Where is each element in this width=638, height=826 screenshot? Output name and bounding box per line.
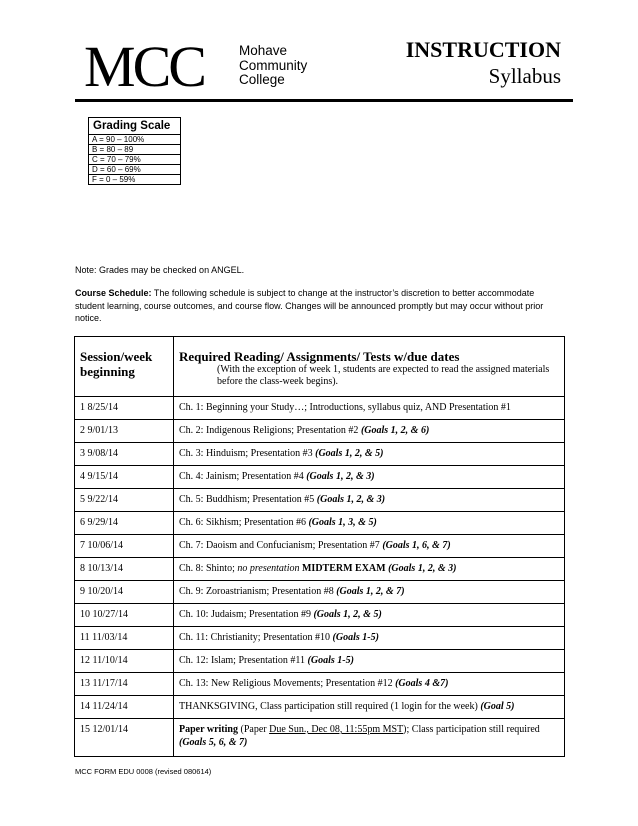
- required-header-note: (With the exception of week 1, students are expected to read the assigned materials before the class-week begins).: [217, 364, 550, 387]
- assignment-cell: [174, 535, 565, 558]
- assignment-text: Ch. 8: Shinto;: [179, 563, 238, 574]
- assignment-text: Ch. 13: New Religious Movements; Presentation #12: [179, 678, 396, 689]
- goals-text: (Goals 1, 6, & 7): [382, 540, 451, 551]
- table-row: [75, 650, 565, 673]
- assignment-cell: [174, 443, 565, 466]
- table-row: [75, 627, 565, 650]
- session-cell: 7 10/06/14: [75, 535, 174, 558]
- session-cell: 2 9/01/13: [75, 420, 174, 443]
- grade-row: D = 60 – 69%: [89, 165, 181, 175]
- assignment-text: Ch. 1: Beginning your Study…; Introductions, syllabus quiz, AND Presentation #1: [179, 402, 511, 413]
- assignment-cell: [174, 581, 565, 604]
- required-header-cell: [174, 337, 565, 397]
- assignment-text: Ch. 12: Islam; Presentation #11: [179, 655, 308, 666]
- table-row: [75, 719, 565, 757]
- page-subtitle: Syllabus: [488, 64, 561, 88]
- assignment-cell: [174, 650, 565, 673]
- assignment-text: (Paper: [237, 724, 270, 735]
- grading-scale-title: Grading Scale: [89, 118, 181, 135]
- goals-text: (Goals 1-5): [332, 632, 379, 643]
- assignment-text: Ch. 2: Indigenous Religions; Presentation #2: [179, 425, 361, 436]
- assignment-cell: [174, 604, 565, 627]
- assignment-text: Ch. 5: Buddhism; Presentation #5: [179, 494, 317, 505]
- session-header: Session/week beginning: [80, 349, 153, 379]
- assignment-cell: [174, 420, 565, 443]
- assignment-cell: [174, 696, 565, 719]
- assignment-cell: [174, 627, 565, 650]
- table-row: [75, 604, 565, 627]
- course-schedule-label: Course Schedule:: [75, 288, 152, 298]
- grade-row: B = 80 – 89: [89, 145, 181, 155]
- assignment-text: Ch. 10: Judaism; Presentation #9: [179, 609, 314, 620]
- course-schedule-text: The following schedule is subject to change at the instructor’s discretion to better accommodate student learning, course outcomes, and course flow. Changes will be announced promptly but may occur without prior notice.: [75, 288, 544, 323]
- session-header-cell: [75, 337, 174, 397]
- table-row: [75, 673, 565, 696]
- goals-text: (Goals 1, 2, & 5): [315, 448, 384, 459]
- grade-row: F = 0 – 59%: [89, 175, 181, 185]
- assignment-text: Ch. 11: Christianity; Presentation #10: [179, 632, 333, 643]
- grade-row: C = 70 – 79%: [89, 155, 181, 165]
- no-presentation-text: no presentation: [237, 563, 300, 574]
- assignment-cell: [174, 512, 565, 535]
- required-header: Required Reading/ Assignments/ Tests w/due dates: [179, 349, 460, 364]
- session-cell: 15 12/01/14: [75, 719, 174, 757]
- paper-writing-text: Paper writing: [179, 724, 238, 735]
- assignment-cell: [174, 558, 565, 581]
- session-cell: 14 11/24/14: [75, 696, 174, 719]
- table-row: [75, 512, 565, 535]
- assignment-text: Ch. 4: Jainism; Presentation #4: [179, 471, 307, 482]
- assignment-text: ); Class participation still required: [403, 724, 540, 735]
- table-row: [75, 443, 565, 466]
- logo-word: College: [239, 72, 285, 87]
- session-cell: 10 10/27/14: [75, 604, 174, 627]
- goals-text: (Goal 5): [480, 701, 515, 712]
- grading-scale-table: [88, 117, 181, 185]
- logo-word: Community: [239, 57, 308, 73]
- schedule-table: [74, 336, 565, 757]
- header-divider: [75, 99, 573, 102]
- course-schedule-paragraph: [75, 287, 565, 325]
- table-row: [75, 420, 565, 443]
- assignment-text: Ch. 3: Hinduism; Presentation #3: [179, 448, 316, 459]
- goals-text: (Goals 1, 2, & 7): [336, 586, 405, 597]
- table-row: [75, 535, 565, 558]
- goals-text: (Goals 5, 6, & 7): [179, 737, 248, 748]
- session-cell: 4 9/15/14: [75, 466, 174, 489]
- session-cell: 13 11/17/14: [75, 673, 174, 696]
- logo-wordmark: [239, 44, 307, 88]
- goals-text: (Goals 1, 3, & 5): [308, 517, 377, 528]
- title-block: [406, 38, 561, 90]
- assignment-text: Ch. 9: Zoroastrianism; Presentation #8: [179, 586, 337, 597]
- goals-text: (Goals 1, 2, & 3): [388, 563, 457, 574]
- session-cell: 12 11/10/14: [75, 650, 174, 673]
- goals-text: (Goals 1, 2, & 3): [316, 494, 386, 505]
- grades-note: Note: Grades may be checked on ANGEL.: [75, 265, 245, 275]
- session-cell: 5 9/22/14: [75, 489, 174, 512]
- session-cell: 8 10/13/14: [75, 558, 174, 581]
- session-cell: 6 9/29/14: [75, 512, 174, 535]
- schedule-header-row: [75, 337, 565, 397]
- goals-text: (Goals 4 &7): [395, 678, 449, 689]
- assignment-text: THANKSGIVING, Class participation still required (1 login for the week): [179, 701, 481, 712]
- assignment-cell: [174, 719, 565, 757]
- assignment-cell: [174, 466, 565, 489]
- assignment-text: Ch. 6: Sikhism; Presentation #6: [179, 517, 309, 528]
- page-header: [75, 32, 575, 102]
- assignment-cell: [174, 489, 565, 512]
- assignment-cell: [174, 673, 565, 696]
- table-row: [75, 581, 565, 604]
- midterm-exam-text: MIDTERM EXAM: [299, 563, 389, 574]
- session-cell: 3 9/08/14: [75, 443, 174, 466]
- logo-mark: MCC: [84, 34, 204, 99]
- table-row: [75, 558, 565, 581]
- grade-row: A = 90 – 100%: [89, 135, 181, 145]
- table-row: [75, 489, 565, 512]
- session-cell: 11 11/03/14: [75, 627, 174, 650]
- logo-word: Mohave: [239, 43, 288, 58]
- goals-text: (Goals 1-5): [307, 655, 354, 666]
- session-cell: 9 10/20/14: [75, 581, 174, 604]
- table-row: [75, 696, 565, 719]
- session-cell: 1 8/25/14: [75, 397, 174, 420]
- paper-due-date: Due Sun., Dec 08, 11:55pm MST: [269, 724, 404, 735]
- goals-text: (Goals 1, 2, & 6): [360, 425, 430, 436]
- assignment-text: Ch. 7: Daoism and Confucianism; Presentation #7: [179, 540, 383, 551]
- table-row: [75, 397, 565, 420]
- goals-text: (Goals 1, 2, & 5): [313, 609, 382, 620]
- assignment-cell: [174, 397, 565, 420]
- form-footer: MCC FORM EDU 0008 (revised 080614): [75, 767, 212, 776]
- table-row: [75, 466, 565, 489]
- page-title: INSTRUCTION: [405, 37, 561, 62]
- goals-text: (Goals 1, 2, & 3): [306, 471, 375, 482]
